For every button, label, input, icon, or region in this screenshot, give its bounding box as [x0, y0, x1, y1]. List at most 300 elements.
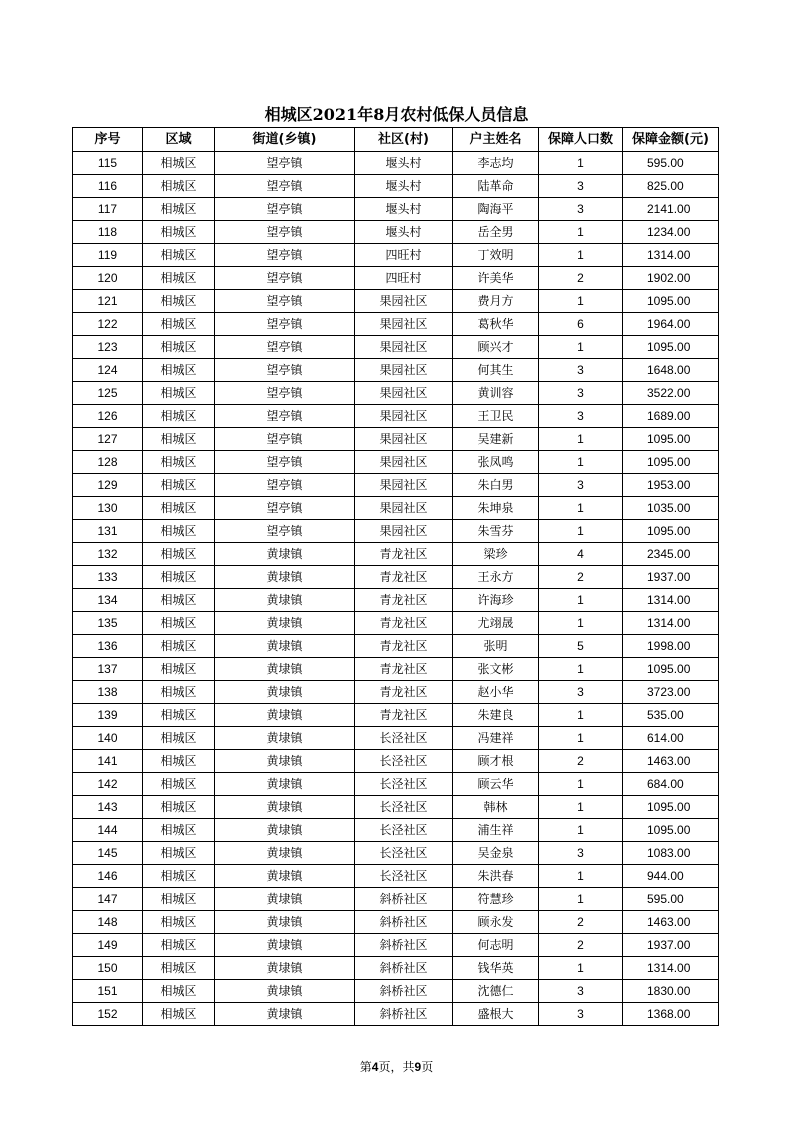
cell-region: 相城区 — [143, 635, 215, 658]
cell-name: 张文彬 — [453, 658, 539, 681]
cell-name: 丁效明 — [453, 244, 539, 267]
cell-community: 青龙社区 — [355, 589, 453, 612]
cell-region: 相城区 — [143, 359, 215, 382]
cell-region: 相城区 — [143, 543, 215, 566]
table-row — [73, 1003, 719, 1026]
cell-name: 吴建新 — [453, 428, 539, 451]
cell-street: 黄埭镇 — [215, 1003, 355, 1026]
cell-name: 盛根大 — [453, 1003, 539, 1026]
cell-street: 望亭镇 — [215, 152, 355, 175]
cell-persons: 1 — [539, 612, 623, 635]
table-row — [73, 658, 719, 681]
cell-amount: 1463.00 — [623, 911, 719, 934]
column-header-street: 街道(乡镇) — [215, 128, 355, 152]
cell-persons: 3 — [539, 474, 623, 497]
cell-street: 望亭镇 — [215, 474, 355, 497]
cell-name: 王永方 — [453, 566, 539, 589]
cell-region: 相城区 — [143, 244, 215, 267]
cell-region: 相城区 — [143, 198, 215, 221]
cell-no: 130 — [73, 497, 143, 520]
cell-street: 望亭镇 — [215, 359, 355, 382]
cell-community: 青龙社区 — [355, 704, 453, 727]
cell-name: 陶海平 — [453, 198, 539, 221]
table-row — [73, 865, 719, 888]
table-row — [73, 198, 719, 221]
table-row — [73, 681, 719, 704]
table-row — [73, 773, 719, 796]
cell-persons: 1 — [539, 221, 623, 244]
cell-community: 长泾社区 — [355, 750, 453, 773]
cell-street: 望亭镇 — [215, 497, 355, 520]
cell-persons: 5 — [539, 635, 623, 658]
table-row — [73, 957, 719, 980]
cell-name: 吴金泉 — [453, 842, 539, 865]
cell-amount: 1314.00 — [623, 589, 719, 612]
table-row — [73, 750, 719, 773]
cell-community: 斜桥社区 — [355, 911, 453, 934]
cell-amount: 944.00 — [623, 865, 719, 888]
cell-street: 黄埭镇 — [215, 888, 355, 911]
cell-region: 相城区 — [143, 313, 215, 336]
cell-street: 黄埭镇 — [215, 980, 355, 1003]
table-row — [73, 980, 719, 1003]
cell-no: 115 — [73, 152, 143, 175]
cell-community: 长泾社区 — [355, 865, 453, 888]
cell-no: 148 — [73, 911, 143, 934]
cell-region: 相城区 — [143, 336, 215, 359]
cell-persons: 1 — [539, 290, 623, 313]
cell-amount: 535.00 — [623, 704, 719, 727]
cell-street: 黄埭镇 — [215, 727, 355, 750]
cell-street: 黄埭镇 — [215, 566, 355, 589]
cell-region: 相城区 — [143, 382, 215, 405]
cell-community: 青龙社区 — [355, 681, 453, 704]
cell-amount: 3723.00 — [623, 681, 719, 704]
cell-community: 斜桥社区 — [355, 888, 453, 911]
footer-prefix: 第 — [359, 1060, 372, 1074]
cell-region: 相城区 — [143, 865, 215, 888]
cell-persons: 3 — [539, 405, 623, 428]
cell-no: 147 — [73, 888, 143, 911]
cell-region: 相城区 — [143, 175, 215, 198]
cell-persons: 3 — [539, 842, 623, 865]
cell-community: 长泾社区 — [355, 796, 453, 819]
cell-community: 青龙社区 — [355, 612, 453, 635]
cell-community: 果园社区 — [355, 497, 453, 520]
cell-community: 堰头村 — [355, 152, 453, 175]
beneficiary-table — [72, 127, 719, 1026]
cell-region: 相城区 — [143, 773, 215, 796]
cell-street: 望亭镇 — [215, 175, 355, 198]
cell-street: 望亭镇 — [215, 244, 355, 267]
cell-region: 相城区 — [143, 152, 215, 175]
cell-no: 126 — [73, 405, 143, 428]
cell-name: 朱坤泉 — [453, 497, 539, 520]
cell-street: 望亭镇 — [215, 451, 355, 474]
cell-name: 朱建良 — [453, 704, 539, 727]
cell-no: 134 — [73, 589, 143, 612]
table-row — [73, 474, 719, 497]
cell-street: 黄埭镇 — [215, 612, 355, 635]
cell-name: 朱洪春 — [453, 865, 539, 888]
cell-street: 望亭镇 — [215, 382, 355, 405]
table-row — [73, 359, 719, 382]
cell-name: 顾云华 — [453, 773, 539, 796]
cell-street: 黄埭镇 — [215, 842, 355, 865]
cell-amount: 1998.00 — [623, 635, 719, 658]
cell-amount: 1314.00 — [623, 957, 719, 980]
cell-persons: 1 — [539, 865, 623, 888]
table-row — [73, 934, 719, 957]
cell-persons: 2 — [539, 911, 623, 934]
cell-community: 青龙社区 — [355, 635, 453, 658]
cell-street: 黄埭镇 — [215, 658, 355, 681]
cell-region: 相城区 — [143, 474, 215, 497]
column-header-region: 区域 — [143, 128, 215, 152]
cell-region: 相城区 — [143, 750, 215, 773]
cell-region: 相城区 — [143, 796, 215, 819]
cell-name: 许海珍 — [453, 589, 539, 612]
cell-amount: 1314.00 — [623, 612, 719, 635]
table-row — [73, 244, 719, 267]
cell-no: 145 — [73, 842, 143, 865]
cell-persons: 3 — [539, 198, 623, 221]
cell-no: 152 — [73, 1003, 143, 1026]
cell-street: 望亭镇 — [215, 198, 355, 221]
cell-amount: 1083.00 — [623, 842, 719, 865]
cell-amount: 1463.00 — [623, 750, 719, 773]
table-row — [73, 405, 719, 428]
cell-persons: 1 — [539, 428, 623, 451]
table-row — [73, 727, 719, 750]
cell-region: 相城区 — [143, 681, 215, 704]
cell-community: 堰头村 — [355, 221, 453, 244]
table-row — [73, 911, 719, 934]
cell-no: 122 — [73, 313, 143, 336]
cell-street: 望亭镇 — [215, 313, 355, 336]
cell-no: 116 — [73, 175, 143, 198]
cell-name: 韩林 — [453, 796, 539, 819]
cell-amount: 1095.00 — [623, 290, 719, 313]
table-row — [73, 520, 719, 543]
cell-street: 望亭镇 — [215, 336, 355, 359]
table-row — [73, 313, 719, 336]
cell-name: 李志均 — [453, 152, 539, 175]
cell-name: 岳全男 — [453, 221, 539, 244]
cell-community: 斜桥社区 — [355, 1003, 453, 1026]
table-row — [73, 589, 719, 612]
cell-amount: 2141.00 — [623, 198, 719, 221]
cell-street: 黄埭镇 — [215, 681, 355, 704]
table-header-row — [73, 128, 719, 152]
table-body — [73, 152, 719, 1026]
cell-name: 何志明 — [453, 934, 539, 957]
cell-name: 顾永发 — [453, 911, 539, 934]
cell-amount: 1902.00 — [623, 267, 719, 290]
cell-community: 堰头村 — [355, 175, 453, 198]
cell-amount: 1095.00 — [623, 520, 719, 543]
cell-region: 相城区 — [143, 819, 215, 842]
cell-community: 果园社区 — [355, 474, 453, 497]
cell-name: 符慧珍 — [453, 888, 539, 911]
cell-no: 135 — [73, 612, 143, 635]
table-row — [73, 842, 719, 865]
cell-name: 顾兴才 — [453, 336, 539, 359]
cell-name: 钱华英 — [453, 957, 539, 980]
cell-amount: 1953.00 — [623, 474, 719, 497]
cell-street: 黄埭镇 — [215, 957, 355, 980]
cell-no: 137 — [73, 658, 143, 681]
cell-no: 143 — [73, 796, 143, 819]
cell-region: 相城区 — [143, 221, 215, 244]
cell-amount: 1095.00 — [623, 336, 719, 359]
cell-name: 葛秋华 — [453, 313, 539, 336]
cell-persons: 1 — [539, 658, 623, 681]
table-row — [73, 543, 719, 566]
cell-amount: 1095.00 — [623, 428, 719, 451]
cell-amount: 684.00 — [623, 773, 719, 796]
document-title: 相城区2021年8月农村低保人员信息 — [264, 105, 529, 124]
cell-persons: 1 — [539, 497, 623, 520]
cell-no: 144 — [73, 819, 143, 842]
cell-community: 果园社区 — [355, 382, 453, 405]
cell-no: 151 — [73, 980, 143, 1003]
cell-persons: 1 — [539, 888, 623, 911]
cell-region: 相城区 — [143, 612, 215, 635]
cell-no: 131 — [73, 520, 143, 543]
table-row — [73, 819, 719, 842]
cell-persons: 6 — [539, 313, 623, 336]
cell-persons: 1 — [539, 704, 623, 727]
table-row — [73, 152, 719, 175]
cell-region: 相城区 — [143, 497, 215, 520]
cell-community: 长泾社区 — [355, 773, 453, 796]
cell-persons: 4 — [539, 543, 623, 566]
cell-amount: 1368.00 — [623, 1003, 719, 1026]
cell-community: 长泾社区 — [355, 842, 453, 865]
cell-region: 相城区 — [143, 589, 215, 612]
cell-region: 相城区 — [143, 704, 215, 727]
cell-no: 141 — [73, 750, 143, 773]
cell-no: 117 — [73, 198, 143, 221]
cell-street: 黄埭镇 — [215, 865, 355, 888]
cell-region: 相城区 — [143, 566, 215, 589]
table-row — [73, 336, 719, 359]
cell-persons: 2 — [539, 750, 623, 773]
cell-persons: 1 — [539, 773, 623, 796]
cell-amount: 1095.00 — [623, 796, 719, 819]
cell-community: 青龙社区 — [355, 543, 453, 566]
cell-persons: 3 — [539, 359, 623, 382]
column-header-persons: 保障人口数 — [539, 128, 623, 152]
table-row — [73, 267, 719, 290]
cell-community: 果园社区 — [355, 313, 453, 336]
cell-name: 梁珍 — [453, 543, 539, 566]
table-row — [73, 704, 719, 727]
footer-middle: 页，共 — [378, 1060, 415, 1074]
cell-community: 果园社区 — [355, 336, 453, 359]
cell-persons: 1 — [539, 152, 623, 175]
cell-no: 133 — [73, 566, 143, 589]
cell-community: 果园社区 — [355, 520, 453, 543]
cell-no: 125 — [73, 382, 143, 405]
cell-no: 132 — [73, 543, 143, 566]
cell-region: 相城区 — [143, 520, 215, 543]
cell-amount: 1830.00 — [623, 980, 719, 1003]
cell-street: 黄埭镇 — [215, 773, 355, 796]
cell-persons: 3 — [539, 1003, 623, 1026]
cell-region: 相城区 — [143, 727, 215, 750]
cell-region: 相城区 — [143, 428, 215, 451]
cell-region: 相城区 — [143, 911, 215, 934]
cell-community: 斜桥社区 — [355, 980, 453, 1003]
cell-name: 黄训容 — [453, 382, 539, 405]
table-row — [73, 221, 719, 244]
cell-community: 果园社区 — [355, 428, 453, 451]
cell-no: 150 — [73, 957, 143, 980]
cell-persons: 3 — [539, 382, 623, 405]
table-row — [73, 888, 719, 911]
cell-no: 149 — [73, 934, 143, 957]
cell-name: 费月方 — [453, 290, 539, 313]
cell-community: 斜桥社区 — [355, 957, 453, 980]
cell-persons: 1 — [539, 244, 623, 267]
cell-persons: 1 — [539, 589, 623, 612]
cell-community: 青龙社区 — [355, 566, 453, 589]
cell-no: 138 — [73, 681, 143, 704]
cell-region: 相城区 — [143, 957, 215, 980]
cell-street: 望亭镇 — [215, 267, 355, 290]
cell-region: 相城区 — [143, 1003, 215, 1026]
cell-persons: 1 — [539, 336, 623, 359]
cell-street: 黄埭镇 — [215, 750, 355, 773]
cell-persons: 2 — [539, 934, 623, 957]
cell-community: 果园社区 — [355, 451, 453, 474]
cell-street: 黄埭镇 — [215, 911, 355, 934]
cell-persons: 1 — [539, 520, 623, 543]
cell-region: 相城区 — [143, 658, 215, 681]
cell-region: 相城区 — [143, 405, 215, 428]
table-row — [73, 635, 719, 658]
cell-persons: 2 — [539, 267, 623, 290]
column-header-name: 户主姓名 — [453, 128, 539, 152]
cell-amount: 595.00 — [623, 152, 719, 175]
cell-no: 127 — [73, 428, 143, 451]
cell-no: 142 — [73, 773, 143, 796]
cell-no: 129 — [73, 474, 143, 497]
cell-persons: 1 — [539, 957, 623, 980]
footer-suffix: 页 — [421, 1060, 434, 1074]
table-row — [73, 612, 719, 635]
cell-street: 黄埭镇 — [215, 543, 355, 566]
cell-region: 相城区 — [143, 290, 215, 313]
cell-amount: 1095.00 — [623, 819, 719, 842]
cell-community: 青龙社区 — [355, 658, 453, 681]
cell-street: 黄埭镇 — [215, 819, 355, 842]
cell-community: 果园社区 — [355, 405, 453, 428]
cell-name: 许美华 — [453, 267, 539, 290]
table-row — [73, 451, 719, 474]
cell-amount: 1314.00 — [623, 244, 719, 267]
table-row — [73, 497, 719, 520]
cell-region: 相城区 — [143, 934, 215, 957]
cell-region: 相城区 — [143, 267, 215, 290]
cell-name: 朱雪芬 — [453, 520, 539, 543]
cell-amount: 1964.00 — [623, 313, 719, 336]
cell-street: 望亭镇 — [215, 520, 355, 543]
table-row — [73, 175, 719, 198]
cell-amount: 825.00 — [623, 175, 719, 198]
cell-no: 118 — [73, 221, 143, 244]
cell-name: 王卫民 — [453, 405, 539, 428]
cell-no: 140 — [73, 727, 143, 750]
cell-amount: 1035.00 — [623, 497, 719, 520]
cell-persons: 3 — [539, 681, 623, 704]
cell-community: 果园社区 — [355, 359, 453, 382]
cell-street: 黄埭镇 — [215, 589, 355, 612]
cell-amount: 614.00 — [623, 727, 719, 750]
cell-street: 望亭镇 — [215, 428, 355, 451]
cell-amount: 1648.00 — [623, 359, 719, 382]
cell-amount: 1937.00 — [623, 566, 719, 589]
cell-no: 128 — [73, 451, 143, 474]
cell-region: 相城区 — [143, 842, 215, 865]
cell-name: 赵小华 — [453, 681, 539, 704]
cell-name: 陆革命 — [453, 175, 539, 198]
cell-street: 望亭镇 — [215, 290, 355, 313]
cell-amount: 1095.00 — [623, 658, 719, 681]
table-row — [73, 290, 719, 313]
table-row — [73, 566, 719, 589]
cell-region: 相城区 — [143, 451, 215, 474]
cell-name: 张明 — [453, 635, 539, 658]
cell-community: 堰头村 — [355, 198, 453, 221]
table-row — [73, 382, 719, 405]
cell-community: 果园社区 — [355, 290, 453, 313]
cell-community: 四旺村 — [355, 244, 453, 267]
cell-name: 尤翊晟 — [453, 612, 539, 635]
column-header-community: 社区(村) — [355, 128, 453, 152]
cell-community: 四旺村 — [355, 267, 453, 290]
page-footer — [0, 1058, 793, 1075]
cell-persons: 1 — [539, 451, 623, 474]
cell-street: 黄埭镇 — [215, 934, 355, 957]
cell-no: 121 — [73, 290, 143, 313]
cell-name: 沈德仁 — [453, 980, 539, 1003]
cell-name: 朱白男 — [453, 474, 539, 497]
cell-amount: 595.00 — [623, 888, 719, 911]
cell-no: 146 — [73, 865, 143, 888]
cell-street: 黄埭镇 — [215, 704, 355, 727]
cell-no: 123 — [73, 336, 143, 359]
cell-name: 浦生祥 — [453, 819, 539, 842]
cell-no: 139 — [73, 704, 143, 727]
cell-region: 相城区 — [143, 888, 215, 911]
cell-amount: 1234.00 — [623, 221, 719, 244]
cell-no: 119 — [73, 244, 143, 267]
cell-community: 长泾社区 — [355, 819, 453, 842]
table-row — [73, 428, 719, 451]
cell-persons: 1 — [539, 819, 623, 842]
cell-no: 120 — [73, 267, 143, 290]
cell-persons: 2 — [539, 566, 623, 589]
cell-street: 黄埭镇 — [215, 796, 355, 819]
cell-persons: 3 — [539, 175, 623, 198]
footer-total-pages: 9 — [414, 1060, 422, 1074]
cell-name: 冯建祥 — [453, 727, 539, 750]
cell-amount: 2345.00 — [623, 543, 719, 566]
cell-persons: 1 — [539, 796, 623, 819]
